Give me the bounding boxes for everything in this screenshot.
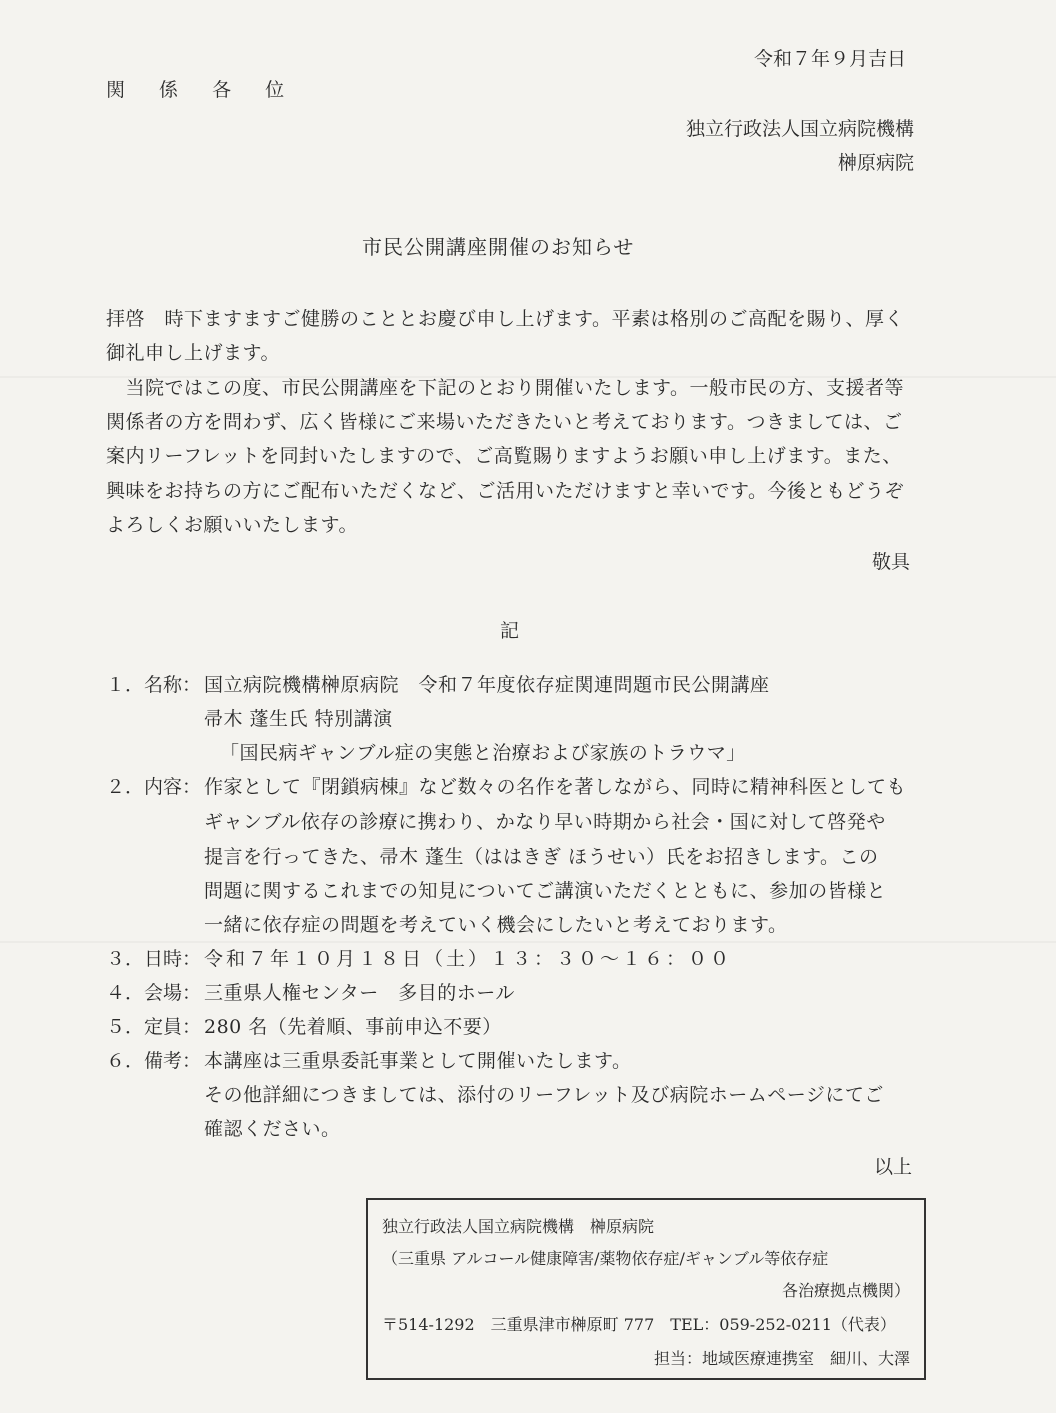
- sender-org: 独立行政法人国立病院機構: [685, 118, 914, 140]
- item-text: その他詳細につきましては、添付のリーフレット及び病院ホームページにてご: [204, 1084, 884, 1106]
- item-text: 帚木 蓬生氏 特別講演: [204, 708, 393, 730]
- item-label: １．名称：: [106, 674, 202, 696]
- item-label: ４．会場：: [106, 982, 202, 1004]
- contact-org: 独立行政法人国立病院機構 榊原病院: [382, 1217, 655, 1236]
- body-line: よろしくお願いいたします。: [106, 514, 358, 536]
- item-text: 「国民病ギャンブル症の実態と治療および家族のトラウマ」: [220, 742, 746, 764]
- item-text: ギャンブル依存の診療に携わり、かなり早い時期から社会・国に対して啓発や: [204, 811, 886, 833]
- contact-role-cont: 各治療拠点機関）: [781, 1281, 910, 1300]
- paper-fold: [0, 941, 1056, 943]
- body-line: 案内リーフレットを同封いたしますので、ご高覧賜りますようお願い申し上げます。また、: [106, 445, 902, 467]
- item-label: ３．日時：: [106, 948, 202, 970]
- item-text: 作家として『閉鎖病棟』など数々の名作を著しながら、同時に精神科医としても: [204, 776, 907, 798]
- item-label: ２．内容：: [106, 776, 202, 798]
- contact-staff: 担当：地域医療連携室 細川、大澤: [653, 1349, 910, 1368]
- item-text: 280 名（先着順、事前申込不要）: [204, 1016, 502, 1038]
- contact-box: [366, 1198, 926, 1380]
- issue-date: 令和７年９月吉日: [754, 48, 907, 70]
- item-text: 提言を行ってきた、帚木 蓬生（ははきぎ ほうせい）氏をお招きします。この: [204, 846, 879, 868]
- end-ijou: 以上: [874, 1156, 913, 1178]
- item-text: 三重県人権センター 多目的ホール: [204, 982, 515, 1004]
- body-line: 関係者の方を問わず、広く皆様にご来場いただきたいと考えております。つきましては、ご: [106, 411, 903, 433]
- item-text: 令和７年１０月１８日（土）１３：３０～１６：００: [204, 948, 733, 970]
- contact-role: （三重県 アルコール健康障害/薬物依存症/ギャンブル等依存症: [382, 1249, 829, 1268]
- item-text: 本講座は三重県委託事業として開催いたします。: [204, 1050, 632, 1072]
- item-text: 問題に関するこれまでの知見についてご講演いただくとともに、参加の皆様と: [204, 880, 887, 902]
- body-line: 当院ではこの度、市民公開講座を下記のとおり開催いたします。一般市民の方、支援者等: [106, 377, 904, 399]
- closing-keigu: 敬具: [872, 551, 911, 573]
- body-line: 興味をお持ちの方にご配布いただくなど、ご活用いただけますと幸いです。今後ともどうぞ: [106, 480, 904, 502]
- item-label: ６．備考：: [106, 1050, 202, 1072]
- item-text: 確認ください。: [204, 1118, 341, 1140]
- ki-heading: 記: [500, 620, 520, 642]
- body-line: 御礼申し上げます。: [106, 342, 280, 364]
- item-label: ５．定員：: [106, 1016, 202, 1038]
- document-title: 市民公開講座開催のお知らせ: [362, 235, 635, 259]
- item-text: 国立病院機構榊原病院 令和７年度依存症関連問題市民公開講座: [204, 674, 770, 696]
- contact-address: 〒514-1292 三重県津市榊原町 777 TEL：059-252-0211（代表）: [382, 1315, 896, 1334]
- sender-hospital: 榊原病院: [837, 152, 914, 174]
- body-line: 拝啓 時下ますますご健勝のこととお慶び申し上げます。平素は格別のご高配を賜り、厚く: [106, 308, 904, 330]
- item-text: 一緒に依存症の問題を考えていく機会にしたいと考えております。: [204, 914, 788, 936]
- recipient: 関 係 各 位: [106, 79, 299, 101]
